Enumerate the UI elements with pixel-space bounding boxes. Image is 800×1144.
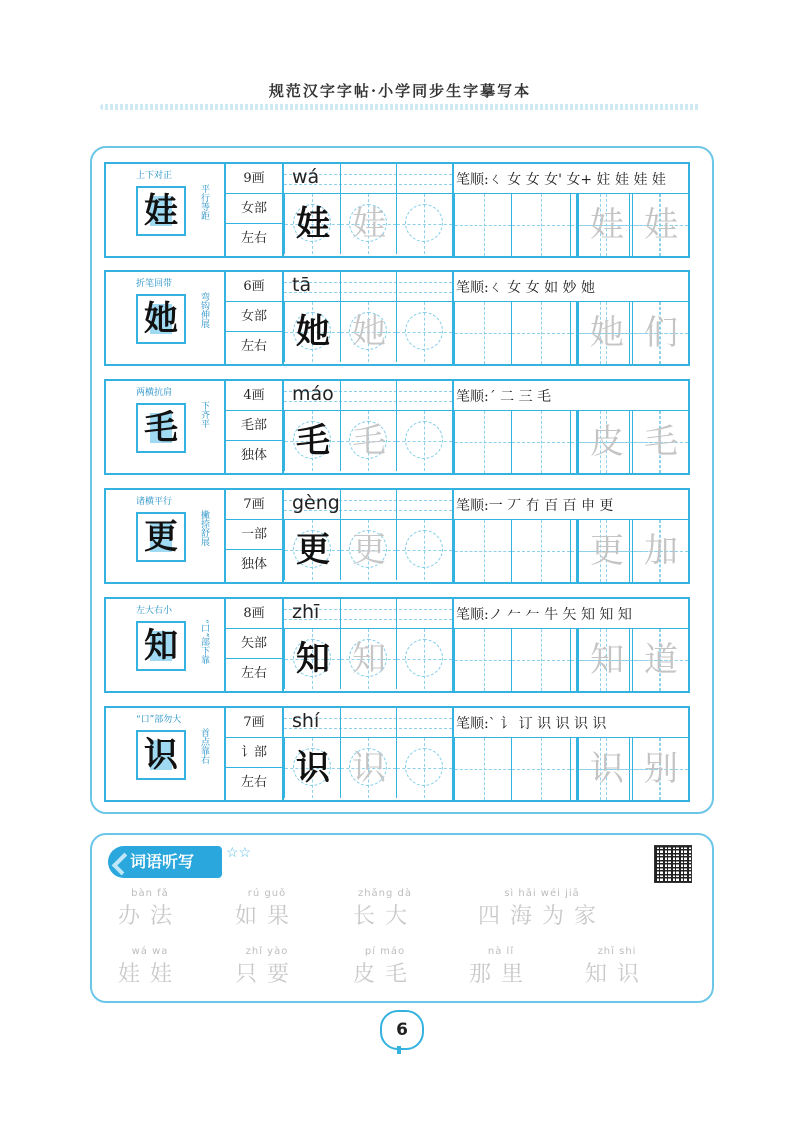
reference-box bbox=[106, 708, 226, 800]
model-character-box bbox=[136, 403, 186, 453]
stroke-order: 笔顺:ㄑ 女 女 如 妙 她 bbox=[456, 280, 595, 296]
writing-tip: 撇捺舒展 bbox=[199, 510, 209, 546]
pinyin-strip bbox=[284, 272, 452, 302]
pinyin: wá bbox=[292, 166, 320, 188]
tracing-cell[interactable] bbox=[284, 194, 340, 254]
grid-line bbox=[396, 490, 397, 520]
model-character-box bbox=[136, 621, 186, 671]
vocab-word bbox=[340, 946, 430, 988]
grid-line bbox=[340, 164, 341, 194]
writing-cell[interactable] bbox=[511, 629, 570, 691]
example-cell bbox=[576, 629, 632, 691]
structure: 左右 bbox=[226, 659, 284, 691]
example-cell bbox=[576, 194, 632, 256]
model-character-box bbox=[136, 294, 186, 344]
model-character-box bbox=[136, 730, 186, 780]
vocab-pinyin: zhǎng dà bbox=[357, 888, 413, 899]
model-character: 识 bbox=[144, 735, 178, 775]
grid-line bbox=[541, 520, 542, 582]
writing-cell[interactable] bbox=[511, 520, 570, 582]
guide-circle bbox=[405, 530, 443, 568]
stroke-order-strip bbox=[452, 272, 688, 302]
grid-line bbox=[340, 599, 341, 629]
structure: 独体 bbox=[226, 441, 284, 473]
pinyin-strip bbox=[284, 381, 452, 411]
grid-line bbox=[455, 769, 511, 770]
writing-cell[interactable] bbox=[452, 629, 511, 691]
vocab-hanzi: 那里 bbox=[468, 962, 533, 987]
structure: 左右 bbox=[226, 224, 284, 256]
guide-circle bbox=[405, 639, 443, 677]
model-character-box bbox=[136, 186, 186, 236]
example-character: 娃 bbox=[644, 205, 678, 245]
structure: 左右 bbox=[226, 768, 284, 800]
grid-line bbox=[541, 302, 542, 364]
example-cell bbox=[632, 411, 688, 473]
vocab-hanzi: 四海为家 bbox=[477, 904, 606, 929]
grid-line bbox=[455, 442, 511, 443]
printed-character: 知 bbox=[296, 639, 330, 679]
pinyin-strip bbox=[284, 490, 452, 520]
tracing-cell[interactable] bbox=[396, 738, 452, 798]
trace-character: 她 bbox=[352, 312, 386, 352]
tracing-cell[interactable] bbox=[396, 629, 452, 689]
stroke-order: 笔顺:ㄑ 女 女 女' 女+ 妵 娃 娃 娃 bbox=[456, 172, 666, 188]
page-number-decoration bbox=[397, 1046, 401, 1054]
guide-circle bbox=[405, 204, 443, 242]
example-cell bbox=[576, 411, 632, 473]
writing-tip: “口”部下靠 bbox=[199, 619, 209, 665]
radical: 讠部 bbox=[226, 738, 284, 768]
vocab-hanzi: 如果 bbox=[234, 904, 299, 929]
example-cell bbox=[576, 302, 632, 364]
writing-tip: 弯钩伸展 bbox=[199, 292, 209, 328]
guide-circle bbox=[405, 421, 443, 459]
writing-tip: 平行等距 bbox=[199, 184, 209, 220]
grid-line bbox=[340, 381, 341, 411]
vocab-hanzi: 办法 bbox=[117, 904, 182, 929]
vocab-hanzi: 皮毛 bbox=[352, 962, 417, 987]
writing-cell[interactable] bbox=[452, 194, 511, 256]
radical: 女部 bbox=[226, 302, 284, 332]
writing-cell[interactable] bbox=[511, 411, 570, 473]
grid-line bbox=[541, 411, 542, 473]
header-divider bbox=[100, 104, 700, 110]
example-cell bbox=[632, 738, 688, 800]
grid-line bbox=[340, 490, 341, 520]
vocab-word bbox=[110, 888, 190, 930]
writing-tip: 下齐平 bbox=[199, 401, 209, 428]
grid-line bbox=[484, 411, 485, 473]
example-character: 毛 bbox=[644, 422, 678, 462]
example-character: 加 bbox=[644, 531, 678, 571]
stroke-order: 笔顺:一 丆 冇 百 百 申 更 bbox=[456, 498, 614, 514]
printed-character: 识 bbox=[296, 748, 330, 788]
vocab-pinyin: zhǐ yào bbox=[245, 946, 289, 957]
writing-cell[interactable] bbox=[511, 738, 570, 800]
printed-character: 毛 bbox=[296, 421, 330, 461]
grid-line bbox=[396, 272, 397, 302]
radical: 毛部 bbox=[226, 411, 284, 441]
stroke-order: 笔顺:ˊ 二 三 毛 bbox=[456, 389, 552, 405]
example-cell bbox=[632, 302, 688, 364]
grid-line bbox=[484, 194, 485, 256]
vocab-pinyin: zhī shi bbox=[597, 946, 637, 957]
stroke-count: 9画 bbox=[226, 164, 284, 194]
grid-line bbox=[340, 708, 341, 738]
pinyin: tā bbox=[292, 274, 312, 296]
pinyin-strip bbox=[284, 164, 452, 194]
tracing-cell[interactable] bbox=[284, 629, 340, 689]
pinyin: gèng bbox=[292, 492, 340, 514]
vocab-word bbox=[222, 946, 312, 988]
model-character: 娃 bbox=[144, 191, 178, 231]
grid-line bbox=[455, 225, 511, 226]
example-cell bbox=[632, 629, 688, 691]
stroke-count: 4画 bbox=[226, 381, 284, 411]
character-row bbox=[104, 597, 690, 693]
trace-character: 识 bbox=[352, 748, 386, 788]
writing-cell[interactable] bbox=[511, 194, 570, 256]
reference-box bbox=[106, 599, 226, 691]
vocab-word bbox=[572, 946, 662, 988]
guide-circle bbox=[405, 312, 443, 350]
printed-character: 娃 bbox=[296, 204, 330, 244]
character-row bbox=[104, 162, 690, 258]
pinyin-strip bbox=[284, 708, 452, 738]
vocab-word bbox=[340, 888, 430, 930]
radical: 女部 bbox=[226, 194, 284, 224]
writing-cell[interactable] bbox=[452, 738, 511, 800]
tracing-cell[interactable] bbox=[340, 302, 396, 362]
vocab-pinyin: bàn fǎ bbox=[131, 888, 169, 899]
stroke-order: 笔顺:` 讠 订 识 识 识 识 bbox=[456, 716, 607, 732]
trace-character: 知 bbox=[352, 639, 386, 679]
vocab-pinyin: pí máo bbox=[364, 946, 406, 957]
vocab-word bbox=[222, 888, 312, 930]
stroke-order-strip bbox=[452, 164, 688, 194]
tracing-cell[interactable] bbox=[340, 411, 396, 471]
grid-line bbox=[396, 599, 397, 629]
vocab-word bbox=[456, 946, 546, 988]
example-character: 知 bbox=[590, 640, 624, 680]
vocab-word bbox=[462, 888, 622, 930]
model-character: 她 bbox=[144, 299, 178, 339]
vocab-hanzi: 娃娃 bbox=[117, 962, 182, 987]
structure: 左右 bbox=[226, 332, 284, 364]
trace-character: 娃 bbox=[352, 204, 386, 244]
writing-cell[interactable] bbox=[452, 411, 511, 473]
vocab-pinyin: wá wa bbox=[131, 946, 169, 957]
example-character: 别 bbox=[644, 749, 678, 789]
page-number: 6 bbox=[380, 1010, 424, 1050]
example-character: 娃 bbox=[590, 205, 624, 245]
stroke-order-strip bbox=[452, 599, 688, 629]
writing-tip: “口”部勿大 bbox=[136, 715, 182, 725]
printed-character: 更 bbox=[296, 530, 330, 570]
reference-box bbox=[106, 164, 226, 256]
printed-character: 她 bbox=[296, 312, 330, 352]
example-character: 们 bbox=[644, 313, 678, 353]
model-character: 毛 bbox=[144, 408, 178, 448]
vocab-pinyin: sì hǎi wéi jiā bbox=[504, 888, 580, 899]
pinyin-strip bbox=[284, 599, 452, 629]
tracing-cell[interactable] bbox=[340, 520, 396, 580]
tracing-cell[interactable] bbox=[284, 738, 340, 798]
grid-line bbox=[455, 333, 511, 334]
tracing-cell[interactable] bbox=[396, 302, 452, 362]
structure: 独体 bbox=[226, 550, 284, 582]
trace-character: 更 bbox=[352, 530, 386, 570]
writing-cell[interactable] bbox=[452, 302, 511, 364]
pinyin: máo bbox=[292, 383, 334, 405]
writing-tip: 上下对正 bbox=[136, 171, 173, 181]
tracing-cell[interactable] bbox=[284, 302, 340, 362]
grid-line bbox=[455, 660, 511, 661]
vocab-hanzi: 长大 bbox=[352, 904, 417, 929]
writing-tip: 两横抗肩 bbox=[136, 388, 173, 398]
vocab-hanzi: 知识 bbox=[584, 962, 649, 987]
radical: 一部 bbox=[226, 520, 284, 550]
tracing-cell[interactable] bbox=[396, 194, 452, 254]
stroke-count: 6画 bbox=[226, 272, 284, 302]
stroke-order-strip bbox=[452, 490, 688, 520]
grid-line bbox=[484, 738, 485, 800]
character-row bbox=[104, 270, 690, 366]
example-character: 识 bbox=[590, 749, 624, 789]
grid-line bbox=[484, 520, 485, 582]
tracing-cell[interactable] bbox=[396, 520, 452, 580]
model-character-box bbox=[136, 512, 186, 562]
vocab-pinyin: rú guǒ bbox=[247, 888, 287, 899]
qr-code-icon bbox=[654, 845, 692, 883]
grid-line bbox=[340, 272, 341, 302]
tracing-cell[interactable] bbox=[284, 411, 340, 471]
character-row bbox=[104, 706, 690, 802]
star-decoration-icon: ☆☆ bbox=[226, 845, 252, 861]
example-character: 道 bbox=[644, 640, 678, 680]
grid-line bbox=[396, 708, 397, 738]
writing-tip: 折笔回带 bbox=[136, 279, 173, 289]
vocab-hanzi: 只要 bbox=[234, 962, 299, 987]
radical: 矢部 bbox=[226, 629, 284, 659]
writing-tip: 诸横平行 bbox=[136, 497, 173, 507]
grid-line bbox=[455, 551, 511, 552]
vocab-word bbox=[110, 946, 190, 988]
example-character: 皮 bbox=[590, 422, 624, 462]
stroke-order: 笔顺:ノ 𠂉 𠂉 牛 矢 知 知 知 bbox=[456, 607, 632, 623]
character-row bbox=[104, 379, 690, 475]
grid-line bbox=[484, 629, 485, 691]
grid-line bbox=[396, 381, 397, 411]
grid-line bbox=[484, 302, 485, 364]
reference-box bbox=[106, 490, 226, 582]
stroke-order-strip bbox=[452, 708, 688, 738]
character-row bbox=[104, 488, 690, 584]
model-character: 更 bbox=[144, 517, 178, 557]
tracing-cell[interactable] bbox=[340, 194, 396, 254]
reference-box bbox=[106, 381, 226, 473]
writing-tip: 首点靠右 bbox=[199, 728, 209, 764]
trace-character: 毛 bbox=[352, 421, 386, 461]
tracing-cell[interactable] bbox=[340, 738, 396, 798]
example-cell bbox=[632, 520, 688, 582]
writing-cell[interactable] bbox=[452, 520, 511, 582]
guide-circle bbox=[405, 748, 443, 786]
stroke-count: 8画 bbox=[226, 599, 284, 629]
writing-cell[interactable] bbox=[511, 302, 570, 364]
stroke-order-strip bbox=[452, 381, 688, 411]
pinyin: zhī bbox=[292, 601, 320, 623]
tracing-cell[interactable] bbox=[396, 411, 452, 471]
stroke-count: 7画 bbox=[226, 490, 284, 520]
reference-box bbox=[106, 272, 226, 364]
example-character: 她 bbox=[590, 313, 624, 353]
example-cell bbox=[632, 194, 688, 256]
grid-line bbox=[541, 194, 542, 256]
grid-line bbox=[541, 738, 542, 800]
grid-line bbox=[396, 164, 397, 194]
writing-tip: 左大右小 bbox=[136, 606, 173, 616]
model-character: 知 bbox=[144, 626, 178, 666]
stroke-count: 7画 bbox=[226, 708, 284, 738]
example-character: 更 bbox=[590, 531, 624, 571]
vocab-pinyin: nà lǐ bbox=[487, 946, 515, 957]
vocab-title: 词语听写 bbox=[108, 846, 222, 878]
pinyin: shí bbox=[292, 710, 320, 732]
tracing-cell[interactable] bbox=[340, 629, 396, 689]
page-header: 规范汉字字帖·小学同步生字摹写本 bbox=[268, 82, 532, 100]
grid-line bbox=[541, 629, 542, 691]
example-cell bbox=[576, 520, 632, 582]
example-cell bbox=[576, 738, 632, 800]
tracing-cell[interactable] bbox=[284, 520, 340, 580]
